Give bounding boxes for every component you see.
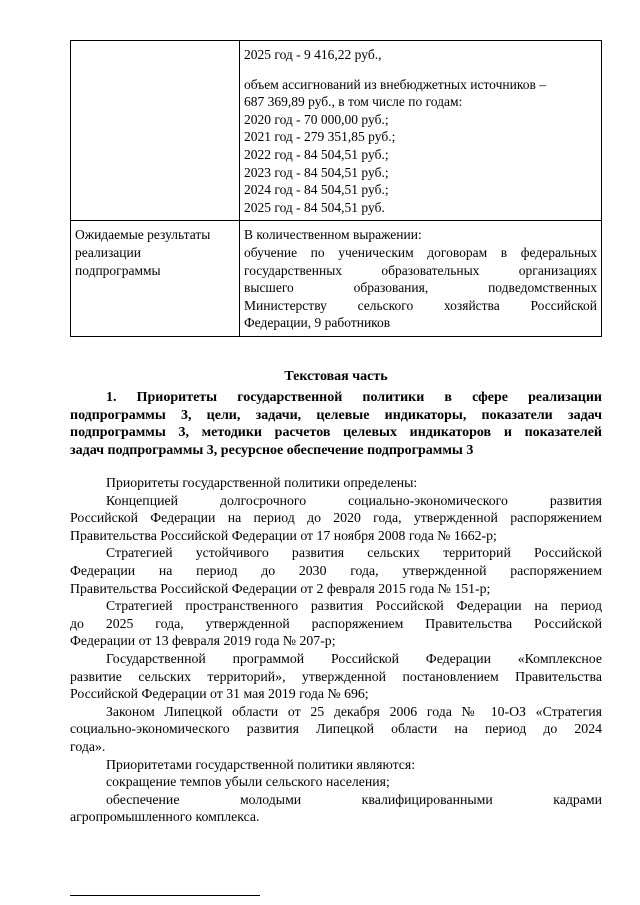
paragraph-priorities-list-intro bbox=[70, 756, 602, 774]
paragraph-line: Стратегией пространственного развития Российской Федерации на период bbox=[106, 598, 602, 614]
table-row-funding bbox=[71, 41, 602, 221]
funding-line: объем ассигнований из внебюджетных источников – bbox=[244, 76, 546, 92]
heading-line: 1. Приоритеты государственной политики в сфере реализации bbox=[106, 390, 602, 405]
paragraph-line: Российской Федерации на период до 2020 года, утвержденной распоряжением bbox=[70, 510, 602, 526]
paragraph-line: сокращение темпов убыли сельского населения; bbox=[106, 774, 390, 790]
funding-line: 2021 год - 279 351,85 руб.; bbox=[244, 129, 396, 145]
paragraph-regional-law bbox=[70, 703, 602, 756]
section-heading bbox=[70, 389, 602, 459]
subprogram-passport-table bbox=[70, 40, 602, 337]
heading-line: подпрограммы 3, методики расчетов целевых индикаторов и показателей bbox=[70, 425, 602, 441]
heading-line: подпрограммы 3, цели, задачи, целевые индикаторы, показатели задач bbox=[70, 407, 602, 423]
funding-gap bbox=[244, 64, 597, 76]
paragraph-line: обеспечение молодыми квалифицированными кадрами bbox=[106, 791, 602, 807]
paragraph-line: Приоритеты государственной политики определены: bbox=[106, 475, 418, 490]
heading-line: задач подпрограммы 3, ресурсное обеспечение подпрограммы 3 bbox=[70, 442, 474, 458]
funding-line: 2022 год - 84 504,51 руб.; bbox=[244, 146, 389, 162]
paragraph-line: Федерации от 13 февраля 2019 года № 207-р; bbox=[70, 633, 336, 649]
results-line: высшего образования, подведомственных bbox=[244, 280, 597, 296]
funding-line: 2025 год - 84 504,51 руб. bbox=[244, 199, 385, 215]
section-title: Текстовая часть bbox=[284, 369, 388, 384]
paragraph-line: года». bbox=[70, 738, 106, 754]
paragraph-line: развитие сельских территорий», утвержденной постановлением Правительства bbox=[70, 668, 602, 684]
funding-line: 687 369,89 руб., в том числе по годам: bbox=[244, 94, 463, 110]
table-cell-results-value bbox=[240, 221, 602, 337]
paragraph-line: Законом Липецкой области от 25 декабря 2006 года № 10-ОЗ «Стратегия bbox=[106, 703, 602, 719]
results-label-line: реализации bbox=[75, 244, 141, 260]
paragraph-line: Государственной программой Российской Федерации «Комплексное bbox=[106, 650, 602, 666]
paragraph-line: до 2025 года, утвержденной распоряжением Правительства Российской bbox=[70, 615, 602, 631]
footnote-divider bbox=[70, 895, 260, 896]
table-cell-results-label bbox=[71, 221, 240, 337]
body-text bbox=[70, 474, 602, 826]
paragraph-line: Федерации на период до 2030 года, утвержденной распоряжением bbox=[70, 562, 602, 578]
paragraph-line: социально-экономического развития Липецкой области на период до 2024 bbox=[70, 721, 602, 737]
paragraph-line: Правительства Российской Федерации от 2 февраля 2015 года № 151-р; bbox=[70, 580, 491, 596]
funding-line: 2020 год - 70 000,00 руб.; bbox=[244, 111, 389, 127]
paragraph-spatial-strategy bbox=[70, 597, 602, 650]
funding-line: 2023 год - 84 504,51 руб.; bbox=[244, 164, 389, 180]
table-row-expected-results bbox=[71, 221, 602, 337]
results-line: государственных образовательных организациях bbox=[244, 262, 597, 278]
paragraph-priorities-intro bbox=[70, 474, 602, 492]
results-line: Министерству сельского хозяйства Российской bbox=[244, 297, 597, 313]
results-line: обучение по ученическим договорам в федеральных bbox=[244, 244, 597, 260]
paragraph-line: Стратегией устойчивого развития сельских территорий Российской bbox=[106, 545, 602, 561]
funding-line: 2024 год - 84 504,51 руб.; bbox=[244, 182, 389, 198]
paragraph-priority-personnel bbox=[70, 791, 602, 826]
results-line: В количественном выражении: bbox=[244, 227, 422, 243]
paragraph-line: Концепцией долгосрочного социально-экономического развития bbox=[106, 492, 602, 508]
paragraph-line: Российской Федерации от 31 мая 2019 года № 696; bbox=[70, 686, 369, 702]
results-line: Федерации, 9 работников bbox=[244, 315, 391, 331]
results-label-line: подпрограммы bbox=[75, 262, 161, 278]
paragraph-concept bbox=[70, 492, 602, 545]
funding-line: 2025 год - 9 416,22 руб., bbox=[244, 47, 382, 62]
paragraph-priority-population bbox=[70, 773, 602, 791]
paragraph-line: агропромышленного комплекса. bbox=[70, 809, 260, 825]
paragraph-line: Приоритетами государственной политики являются: bbox=[106, 756, 416, 772]
results-label-line: Ожидаемые результаты bbox=[75, 227, 211, 243]
table-cell-empty bbox=[71, 41, 240, 221]
paragraph-rural-strategy bbox=[70, 544, 602, 597]
paragraph-state-program bbox=[70, 650, 602, 703]
table-cell-funding-amounts bbox=[240, 41, 602, 221]
paragraph-line: Правительства Российской Федерации от 17 ноября 2008 года № 1662-р; bbox=[70, 527, 497, 543]
